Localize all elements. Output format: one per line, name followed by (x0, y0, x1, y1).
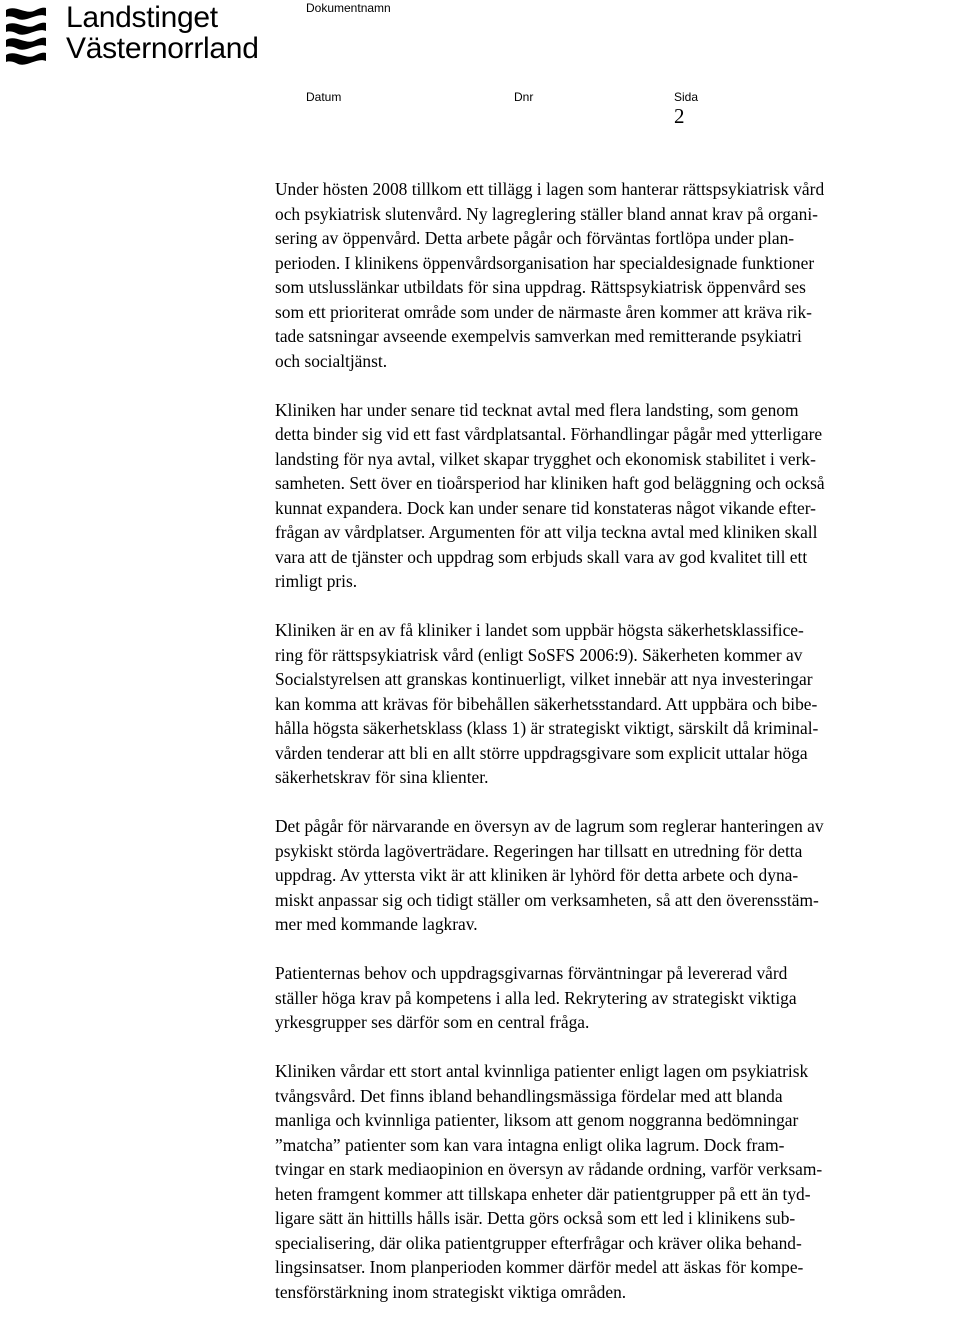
text-line: miskt anpassar sig och tidigt ställer om verksamheten, så att den överensstäm- (275, 889, 819, 910)
text-line: yrkesgrupper ses därför som en central fråga. (275, 1012, 590, 1032)
text-line: ”matcha” patienter som kan vara intagna enligt olika lagrum. Dock fram- (275, 1134, 785, 1155)
text-line: lingsinsatser. Inom planperioden kommer därför medel att äskas för kompe- (275, 1257, 804, 1277)
text-line: Patienternas behov och uppdragsgivarnas förväntningar på levererad vård (275, 963, 788, 983)
text-line: heten framgent kommer att tillskapa enheter där patientgrupper på ett än tyd- (275, 1183, 811, 1204)
text-line: Det pågår för närvarande en översyn av de lagrum som reglerar hanteringen av (275, 816, 824, 836)
text-line: ligare sätt än hittills hålls isär. Detta görs också som ett led i klinikens sub- (275, 1208, 796, 1228)
text-line: uppdrag. Av yttersta vikt är att kliniken är lyhörd för detta arbete och dyna- (275, 865, 799, 885)
paragraph (275, 618, 960, 790)
text-line: rimligt pris. (275, 571, 358, 591)
text-line: manliga och kvinnliga patienter, liksom att genom noggranna bedömningar (275, 1110, 799, 1130)
text-line: säkerhetskrav för sina klienter. (275, 767, 489, 787)
text-line: detta binder sig vid ett fast vårdplatsantal. Förhandlingar pågår med ytterligare (275, 424, 823, 444)
document-body (275, 177, 960, 1329)
paragraph (275, 177, 960, 373)
text-line: som ett prioriterat område som under de närmaste åren kommer att kräva rik- (275, 301, 812, 322)
text-line: Kliniken är en av få kliniker i landet som uppbär högsta säkerhetsklassifice- (275, 620, 804, 640)
text-line: Under hösten 2008 tillkom ett tillägg i lagen som hanterar rättspsykiatrisk vård (275, 179, 825, 199)
paragraph (275, 1059, 960, 1304)
paragraph (275, 961, 960, 1035)
logo-line-2: Västernorrland (66, 32, 259, 65)
date-label: Datum (306, 90, 342, 104)
document-name-label: Dokumentnamn (306, 1, 391, 15)
text-line: Kliniken har under senare tid tecknat avtal med flera landsting, som genom (275, 399, 799, 420)
logo-text (66, 2, 259, 64)
paragraph (275, 814, 960, 937)
dnr-label: Dnr (514, 90, 534, 104)
text-line: specialisering, där olika patientgrupper efterfrågar och kräver olika behand- (275, 1232, 802, 1253)
text-line: frågan av vårdplatser. Argumenten för att vilja teckna avtal med kliniken skall (275, 522, 818, 542)
text-line: och psykiatrisk slutenvård. Ny lagreglering ställer bland annat krav på organi- (275, 203, 818, 224)
text-line: tade satsningar avseende exempelvis samverkan med remitterande psykiatri (275, 326, 802, 346)
text-line: vara att de tjänster och uppdrag som erbjuds skall vara av god kvalitet till ett (275, 546, 808, 567)
text-line: Kliniken vårdar ett stort antal kvinnliga patienter enligt lagen om psykiatrisk (275, 1061, 809, 1081)
text-line: vården tenderar att bli en allt större uppdragsgivare som explicit uttalar höga (275, 742, 808, 763)
page-label: Sida (674, 90, 699, 104)
text-line: tvingar en stark mediaopinion en översyn av rådande ordning, varför verksam- (275, 1159, 823, 1179)
text-line: mer med kommande lagkrav. (275, 914, 478, 934)
text-line: Socialstyrelsen att granskas kontinuerligt, vilket innebär att nya investeringar (275, 669, 813, 689)
text-line: sering av öppenvård. Detta arbete pågår och förväntas fortlöpa under plan- (275, 228, 795, 248)
paragraph (275, 398, 960, 594)
text-line: samheten. Sett över en tioårsperiod har kliniken haft god beläggning och också (275, 473, 825, 493)
text-line: tvångsvård. Det finns ibland behandlingsmässiga fördelar med att blanda (275, 1085, 783, 1106)
text-line: landsting för nya avtal, vilket skapar trygghet och ekonomisk stabilitet i verk- (275, 448, 816, 469)
text-line: och socialtjänst. (275, 350, 388, 371)
text-line: kunnat expandera. Dock kan under senare tid konstateras något vikande efter- (275, 497, 816, 518)
text-line: psykiskt störda lagöverträdare. Regeringen har tillsatt en utredning för detta (275, 840, 803, 861)
text-line: hålla högsta säkerhetsklass (klass 1) är strategiskt viktigt, särskilt då kriminal- (275, 718, 819, 738)
text-line: kan komma att krävas för bibehållen säkerhetsstandard. Att uppbära och bibe- (275, 693, 818, 714)
landstinget-emblem-icon (4, 4, 48, 66)
text-line: ring för rättspsykiatrisk vård (enligt SoSFS 2006:9). Säkerheten kommer av (275, 644, 803, 665)
text-line: ställer höga krav på kompetens i alla led. Rekrytering av strategiskt viktiga (275, 987, 797, 1008)
logo (4, 2, 259, 66)
text-line: perioden. I klinikens öppenvårdsorganisation har specialdesignade funktioner (275, 252, 815, 273)
text-line: tensförstärkning inom strategiskt viktiga områden. (275, 1281, 627, 1302)
logo-line-1: Landstinget (66, 1, 218, 34)
text-line: som utslusslänkar utbildats för sina uppdrag. Rättspsykiatrisk öppenvård ses (275, 277, 806, 297)
page-number: 2 (674, 104, 685, 128)
